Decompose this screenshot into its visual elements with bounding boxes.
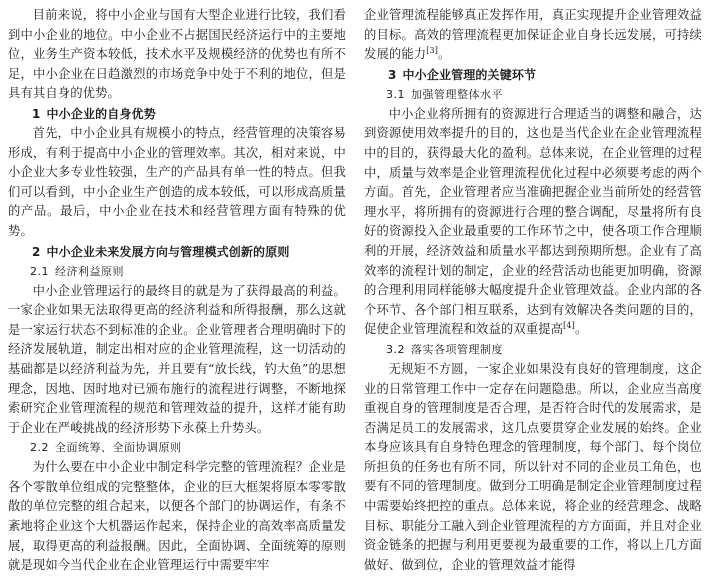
subsection-number: 2.2: [30, 441, 49, 455]
subsection-heading-2-1: [8, 262, 346, 282]
paragraph-text: 中小企业将所拥有的资源进行合理适当的调整和融合，达到资源使用效率提升的目的，这也是当代企业在企业管理流程中的目的，获得最大化的盈利。总体来说，在企业管理的过程中，质量与效率是企业管理流程优化过程中必须要考虑的两个方面。首先，企业管理者应当准确把握企业当前所处的经营管理水平，将所拥有的资源进行合理的整合调配，尽量将所有良好的资源投入企业最重要的工作环节之中，使各项工作合理顺利的开展，经济效益和质量水平都达到预期所想。企业有了高效率的流程计划的制定，企业的经营活动也能更加明确，资源的合理利用同样能够大幅度提升企业管理效益。企业内部的各个环节、各个部门相互联系，达到有效解决各类问题的目的，促使企业管理流程和效益的双重提高: [364, 106, 702, 337]
subsection-title: 全面统筹、全面协调原则: [55, 441, 182, 455]
left-column: [8, 6, 346, 576]
coordination-paragraph: 为什么要在中小企业中制定科学完整的管理流程？企业是各个零散单位组成的完整整体，企业的巨大框架将原本零零散散的单位完整的组合起来，以便各个部门的协调运作，有条不紊地将企业这个大机器运作起来，保持企业的高效率高质量发展，取得更高的利益报酬。因此，全面协调、全面统筹的原则就是现如今当代企业在企业管理运行中需要牢牢: [8, 460, 346, 573]
subsection-heading-3-2: [364, 340, 702, 360]
section-title: 中小企业管理的关键环节: [402, 67, 537, 82]
section-number: 1: [32, 106, 41, 121]
section-number: 2: [32, 244, 41, 259]
section-title: 中小企业未来发展方向与管理模式创新的原则: [46, 244, 290, 259]
paragraph-end: 。: [438, 47, 451, 62]
citation-ref: [3]: [426, 46, 439, 56]
subsection-number: 3.1: [386, 87, 405, 101]
advantages-paragraph: 首先，中小企业具有规模小的特点，经营管理的决策容易形成，有利于提高中小企业的管理效率。其次，相对来说，中小企业大多专业性较强，生产的产品具有单一性的特点。但我们可以看到，中小企业生产创造的成本较低，可以形成高质量的产品。最后，中小企业在技术和经营管理方面有特殊的优势。: [8, 125, 346, 238]
right-column: [364, 6, 702, 575]
economic-benefit-paragraph: 中小企业管理运行的最终目的就是为了获得最高的利益。一家企业如果无法取得更高的经济利益和所得报酬，那么这就是一家运行状态不到标准的企业。企业管理者合理明确时下的经济发展轨道，制定出相对应的企业管理流程，这一切活动的基础都是以经济利益为先，并且要有“放长线，钓大鱼”的思想理念，因地、因时地对已颁布施行的流程进行调整，不断地探索研究企业管理流程的规范和管理效益的提升，这样才能有助于企业在严峻挑战的经济形势下永葆上升势头。: [8, 283, 346, 435]
paragraph-text: 企业管理流程能够真正发挥作用，真正实现提升企业管理效益的目标。高效的管理流程更加保证企业自身长远发展，可持续发展的能力: [364, 8, 702, 62]
section-heading-1: [8, 104, 346, 124]
management-system-paragraph: 无规矩不方圆，一家企业如果没有良好的管理制度，这企业的日常管理工作中一定存在问题隐患。所以，企业应当高度重视自身的管理制度是否合理，是否符合时代的发展需求，是否满足员工的发展需求，这几点要贯穿企业发展的始终。企业本身应该具有自身特色理念的管理制度，每个部门、每个岗位所担负的任务也有所不同，所以针对不同的企业员工角色，也要有不同的管理制度。做到分工明确是制定企业管理制度过程中需要始终把控的重点。总体来说，将企业的经营理念、战略目标、职能分工融入到企业管理流程的方方面面，并且对企业资金链条的把握与利用更要视为最重要的工作，将以上几方面做好、做到位，企业的管理效益才能得: [364, 361, 702, 572]
section-number: 3: [388, 67, 397, 82]
section-title: 中小企业的自身优势: [46, 106, 156, 121]
subsection-title: 经济利益原则: [55, 264, 124, 278]
section-heading-3: [364, 65, 702, 85]
subsection-number: 3.2: [386, 342, 405, 356]
subsection-title: 落实各项管理制度: [411, 342, 503, 356]
continued-paragraph: [364, 6, 702, 65]
intro-paragraph: 目前来说，将中小企业与国有大型企业进行比较，我们看到中小企业的地位。中小企业不占据国民经济运行中的主要地位，业务生产资本较低，技术水平及规模经济的优势也有所不足，中小企业在日趋激烈的市场竞争中处于不利的地位，但是具有其自身的优势。: [8, 8, 346, 101]
management-level-paragraph: [364, 105, 702, 340]
section-heading-2: [8, 242, 346, 262]
subsection-title: 加强管理整体水平: [411, 87, 503, 101]
subsection-heading-2-2: [8, 438, 346, 458]
citation-ref: [4]: [563, 321, 575, 331]
subsection-number: 2.1: [30, 264, 49, 278]
subsection-heading-3-1: [364, 85, 702, 105]
paragraph-end: 。: [574, 322, 588, 337]
